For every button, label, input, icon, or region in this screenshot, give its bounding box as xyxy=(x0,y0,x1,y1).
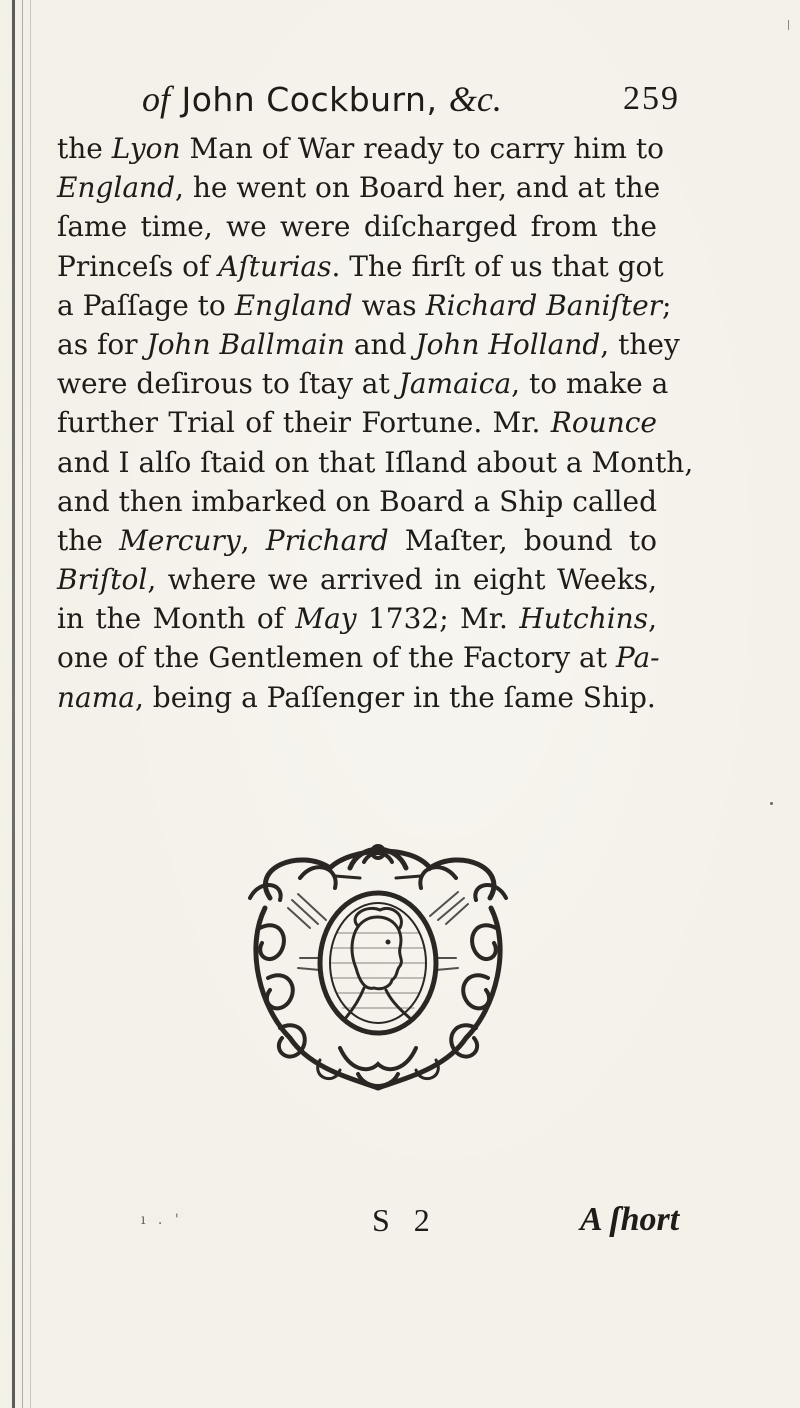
text-run: a Paſſage to xyxy=(57,288,235,322)
text-line xyxy=(57,443,694,482)
text-run: , they xyxy=(600,327,680,361)
binding-gutter-shadow-faint xyxy=(30,0,31,1408)
running-head-etc: &c. xyxy=(448,79,502,119)
text-run: ſame time, we were diſcharged from the xyxy=(57,210,657,244)
italic-run: May xyxy=(295,602,357,636)
text-run: . The firſt of us that got xyxy=(331,249,664,283)
page-number: 259 xyxy=(623,80,680,117)
paper-mark xyxy=(788,20,789,30)
text-run: , xyxy=(648,602,657,636)
text-run: further Trial of their Fortune. Mr. xyxy=(57,406,551,440)
text-run: one of the Gentlemen of the Factory at xyxy=(57,641,616,675)
page-footer xyxy=(0,1198,800,1242)
italic-run: England xyxy=(234,288,353,322)
text-run: , xyxy=(240,523,266,557)
text-run: and then imbarked on Board a Ship called xyxy=(57,484,657,518)
text-line xyxy=(57,599,657,638)
text-run: the xyxy=(57,132,112,165)
binding-gutter-line xyxy=(12,0,15,1408)
italic-run: Jamaica xyxy=(398,367,512,401)
text-run: the xyxy=(57,523,120,557)
italic-run: Prichard xyxy=(265,523,389,557)
tailpiece-portrait-ornament xyxy=(240,838,516,1100)
footer-speck: ı . ' xyxy=(141,1212,183,1228)
italic-run: Aſturias xyxy=(218,249,332,283)
text-run: , being a Paſſenger in the ſame Ship. xyxy=(134,680,656,714)
text-line xyxy=(57,168,661,207)
text-line xyxy=(57,678,657,717)
binding-gutter-shadow xyxy=(22,0,23,1408)
text-run: and I alſo ſtaid on that Iſland about a Month, xyxy=(57,445,694,479)
body-text xyxy=(57,129,694,717)
italic-run: England xyxy=(57,171,176,205)
text-run: , he went on Board her, and at the xyxy=(175,171,661,205)
text-run: as for xyxy=(57,327,147,361)
text-line xyxy=(57,403,657,442)
running-head-title: John Cockburn, xyxy=(181,80,438,119)
text-run: were deſirous to ſtay at xyxy=(57,367,399,401)
italic-run: John Holland xyxy=(415,327,601,361)
running-head xyxy=(142,74,702,124)
text-line xyxy=(57,129,664,168)
italic-run: Hutchins xyxy=(519,602,649,636)
catchword: A ſhort xyxy=(580,1201,680,1238)
text-line xyxy=(57,638,660,677)
text-run: Man of War ready to carry him to xyxy=(180,132,664,165)
italic-run: Richard Baniſter xyxy=(425,288,663,322)
paper-speck xyxy=(770,802,773,805)
text-line xyxy=(57,247,664,286)
italic-run: Mercury xyxy=(119,523,241,557)
italic-run: Rounce xyxy=(550,406,657,440)
text-run: was xyxy=(352,288,426,322)
text-line xyxy=(57,325,680,364)
text-run: 1732; Mr. xyxy=(356,602,520,636)
italic-run: Lyon xyxy=(111,132,181,165)
text-run: Princeſs of xyxy=(57,249,219,283)
text-line xyxy=(57,207,657,246)
text-run: Maſter, bound to xyxy=(388,523,658,557)
text-line xyxy=(57,560,657,599)
italic-run: John Ballmain xyxy=(146,327,345,361)
text-run: and xyxy=(344,327,416,361)
text-line xyxy=(57,364,669,403)
text-line xyxy=(57,482,657,521)
text-run: , to make a xyxy=(511,367,669,401)
signature-mark: S 2 xyxy=(372,1202,438,1238)
text-run: in the Month of xyxy=(57,602,296,636)
text-run: ; xyxy=(662,288,672,322)
italic-run: Briſtol xyxy=(57,563,148,597)
text-line xyxy=(57,286,672,325)
italic-run: Pa- xyxy=(615,641,660,675)
running-head-of: of xyxy=(142,79,171,119)
text-run: , where we arrived in eight Weeks, xyxy=(147,563,657,597)
text-line xyxy=(57,521,657,560)
italic-run: nama xyxy=(57,680,135,714)
